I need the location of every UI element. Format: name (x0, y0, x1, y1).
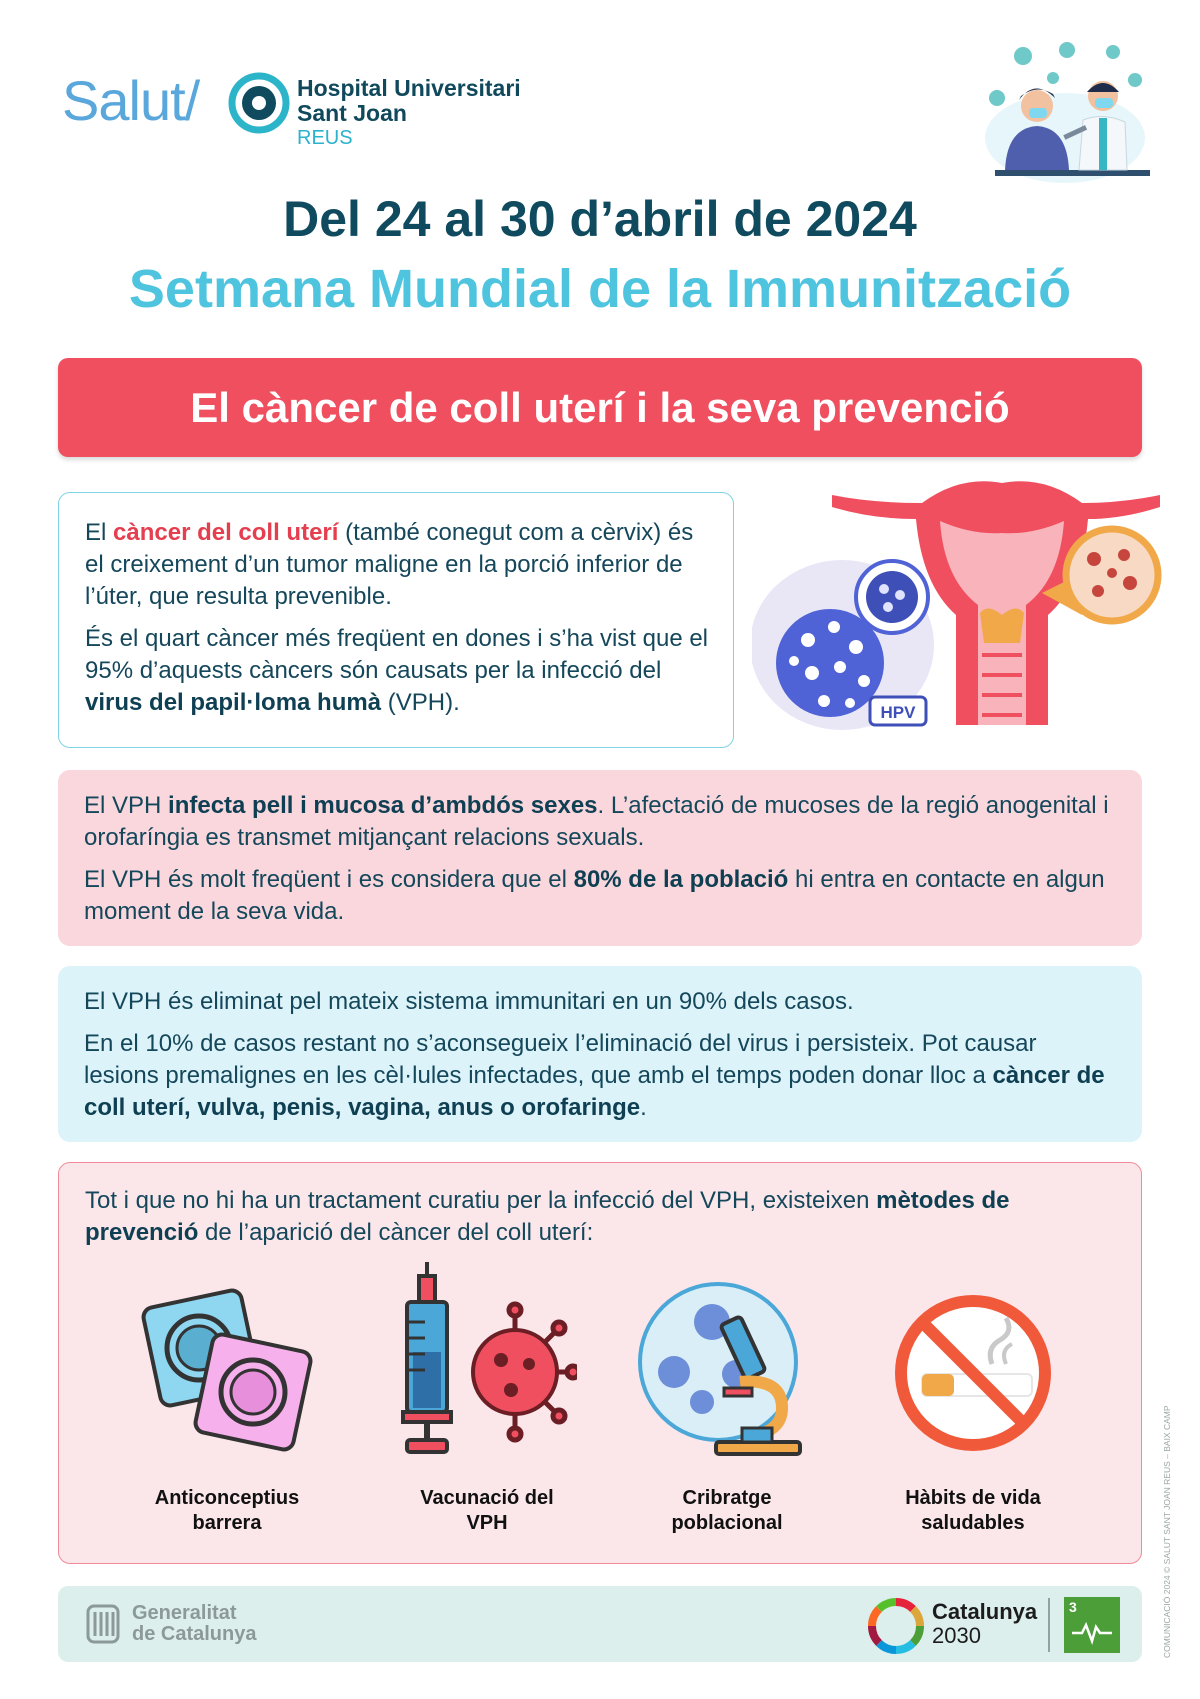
event-name-title: Setmana Mundial de la Immunització (128, 259, 1072, 319)
intro-box (58, 492, 734, 748)
box3-p2-bold: càncer de coll uterí, vulva, penis, vagina, anus o orofaringe (84, 1062, 1105, 1121)
generalitat-logo-icon (86, 1604, 120, 1649)
method-label (112, 1486, 342, 1536)
box2-paragraph-2 (84, 864, 1116, 928)
intro-p1-text-b: (també conegut com a cèrvix) és el creixement d’un tumor maligne en la porció inferior de l’úter, que resulta prevenible. (85, 519, 694, 610)
event-date-title: Del 24 al 30 d’abril de 2024 (283, 191, 917, 247)
hpv-label: HPV (880, 703, 916, 722)
intro-p2-text-a: És el quart càncer més freqüent en dones i s’ha vist que el 95% d’aquests càncers són causats per la infecció del (85, 625, 709, 684)
box2-p1-text-b: . L’afectació de mucoses de la regió anogenital i orofaríngia es transmet mitjançant relacions sexuals. (84, 792, 1109, 851)
generalitat-name (132, 1603, 256, 1645)
box2-paragraph-1 (84, 790, 1116, 854)
box2-p1-bold: infecta pell i mucosa d’ambdós sexes (168, 792, 598, 819)
box4-intro (85, 1185, 1115, 1249)
method-label (858, 1486, 1088, 1536)
box3-paragraph-1: El VPH és eliminat pel mateix sistema immunitari en un 90% dels casos. (84, 988, 854, 1015)
topic-banner: El càncer de coll uterí i la seva prevenció (58, 358, 1142, 457)
method-label-line1: Cribratge (682, 1487, 772, 1509)
hospital-city: REUS (297, 127, 353, 149)
method-label-line1: Hàbits de vida (905, 1487, 1041, 1509)
condom-icon (112, 1262, 342, 1458)
hospital-name-line2: Sant Joan (297, 100, 407, 126)
box3-p2-text-b: . (640, 1094, 647, 1121)
microscope-icon (612, 1262, 842, 1458)
catalunya-2030-line2: 2030 (932, 1623, 981, 1648)
credits-text: COMUNICACIÓ 2024 © SALUT SANT JOAN REUS – BAIX CAMP (1162, 1405, 1172, 1658)
box3-p2-text-a: En el 10% de casos restant no s’aconsegueix l’eliminació del virus i persisteix. Pot causar lesions premalignes en les cèl·lules infectades, que amb el temps poden donar lloc a (84, 1030, 1037, 1089)
catalunya-2030-logo (932, 1600, 1037, 1648)
method-label (612, 1486, 842, 1536)
vaccination-illustration (975, 38, 1155, 193)
immune-box (58, 966, 1142, 1142)
intro-p2-bold: virus del papil·loma humà (85, 689, 382, 716)
method-label-line2: VPH (466, 1512, 508, 1534)
method-label-line2: saludables (921, 1512, 1025, 1534)
catalunya-2030-line1: Catalunya (932, 1599, 1038, 1624)
generalitat-line1: Generalitat (132, 1602, 237, 1624)
salut-logo-text: Salut/ (62, 69, 200, 132)
method-barrier-contraceptives (112, 1262, 342, 1536)
method-label (372, 1486, 602, 1536)
method-label-line1: Vacunació del (420, 1487, 554, 1509)
hospital-logo-icon (228, 72, 290, 139)
transmission-box (58, 770, 1142, 946)
intro-p2-text-b: (VPH). (381, 689, 460, 716)
method-population-screening (612, 1262, 842, 1536)
method-healthy-habits (858, 1262, 1088, 1536)
box4-intro-text-b: de l’aparició del càncer del coll uterí: (198, 1219, 594, 1246)
box2-p2-text-a: El VPH és molt freqüent i es considera que el (84, 866, 574, 893)
hospital-name-line1: Hospital Universitari (297, 75, 521, 101)
method-label-line2: poblacional (671, 1512, 783, 1534)
sdg-wheel-icon (868, 1598, 924, 1659)
footer-divider (1048, 1598, 1050, 1652)
box4-intro-bold: mètodes de prevenció (85, 1187, 1010, 1246)
vaccine-virus-icon (372, 1262, 602, 1458)
generalitat-line2: de Catalunya (132, 1623, 257, 1645)
box2-p2-bold: 80% de la població (573, 866, 789, 893)
no-smoking-icon (858, 1262, 1088, 1458)
intro-p1-highlight: càncer del coll uterí (113, 519, 339, 546)
sdg3-badge (1064, 1597, 1120, 1653)
intro-paragraph-2 (85, 623, 709, 719)
intro-paragraph-1 (85, 517, 709, 613)
sdg3-number: 3 (1069, 1599, 1077, 1615)
box3-paragraph-2 (84, 1028, 1116, 1124)
hospital-name (297, 76, 521, 151)
cervix-hpv-illustration (752, 475, 1172, 750)
box2-p1-text-a: El VPH (84, 792, 169, 819)
method-label-line1: Anticonceptius (154, 1487, 300, 1509)
box2-p2-text-b: hi entra en contacte en algun moment de la seva vida. (84, 866, 1105, 925)
heartbeat-icon (1064, 1597, 1120, 1653)
method-hpv-vaccination (372, 1262, 602, 1536)
method-label-line2: barrera (192, 1512, 262, 1534)
box4-intro-text-a: Tot i que no hi ha un tractament curatiu per la infecció del VPH, existeixen (85, 1187, 877, 1214)
intro-p1-text-a: El (85, 519, 114, 546)
